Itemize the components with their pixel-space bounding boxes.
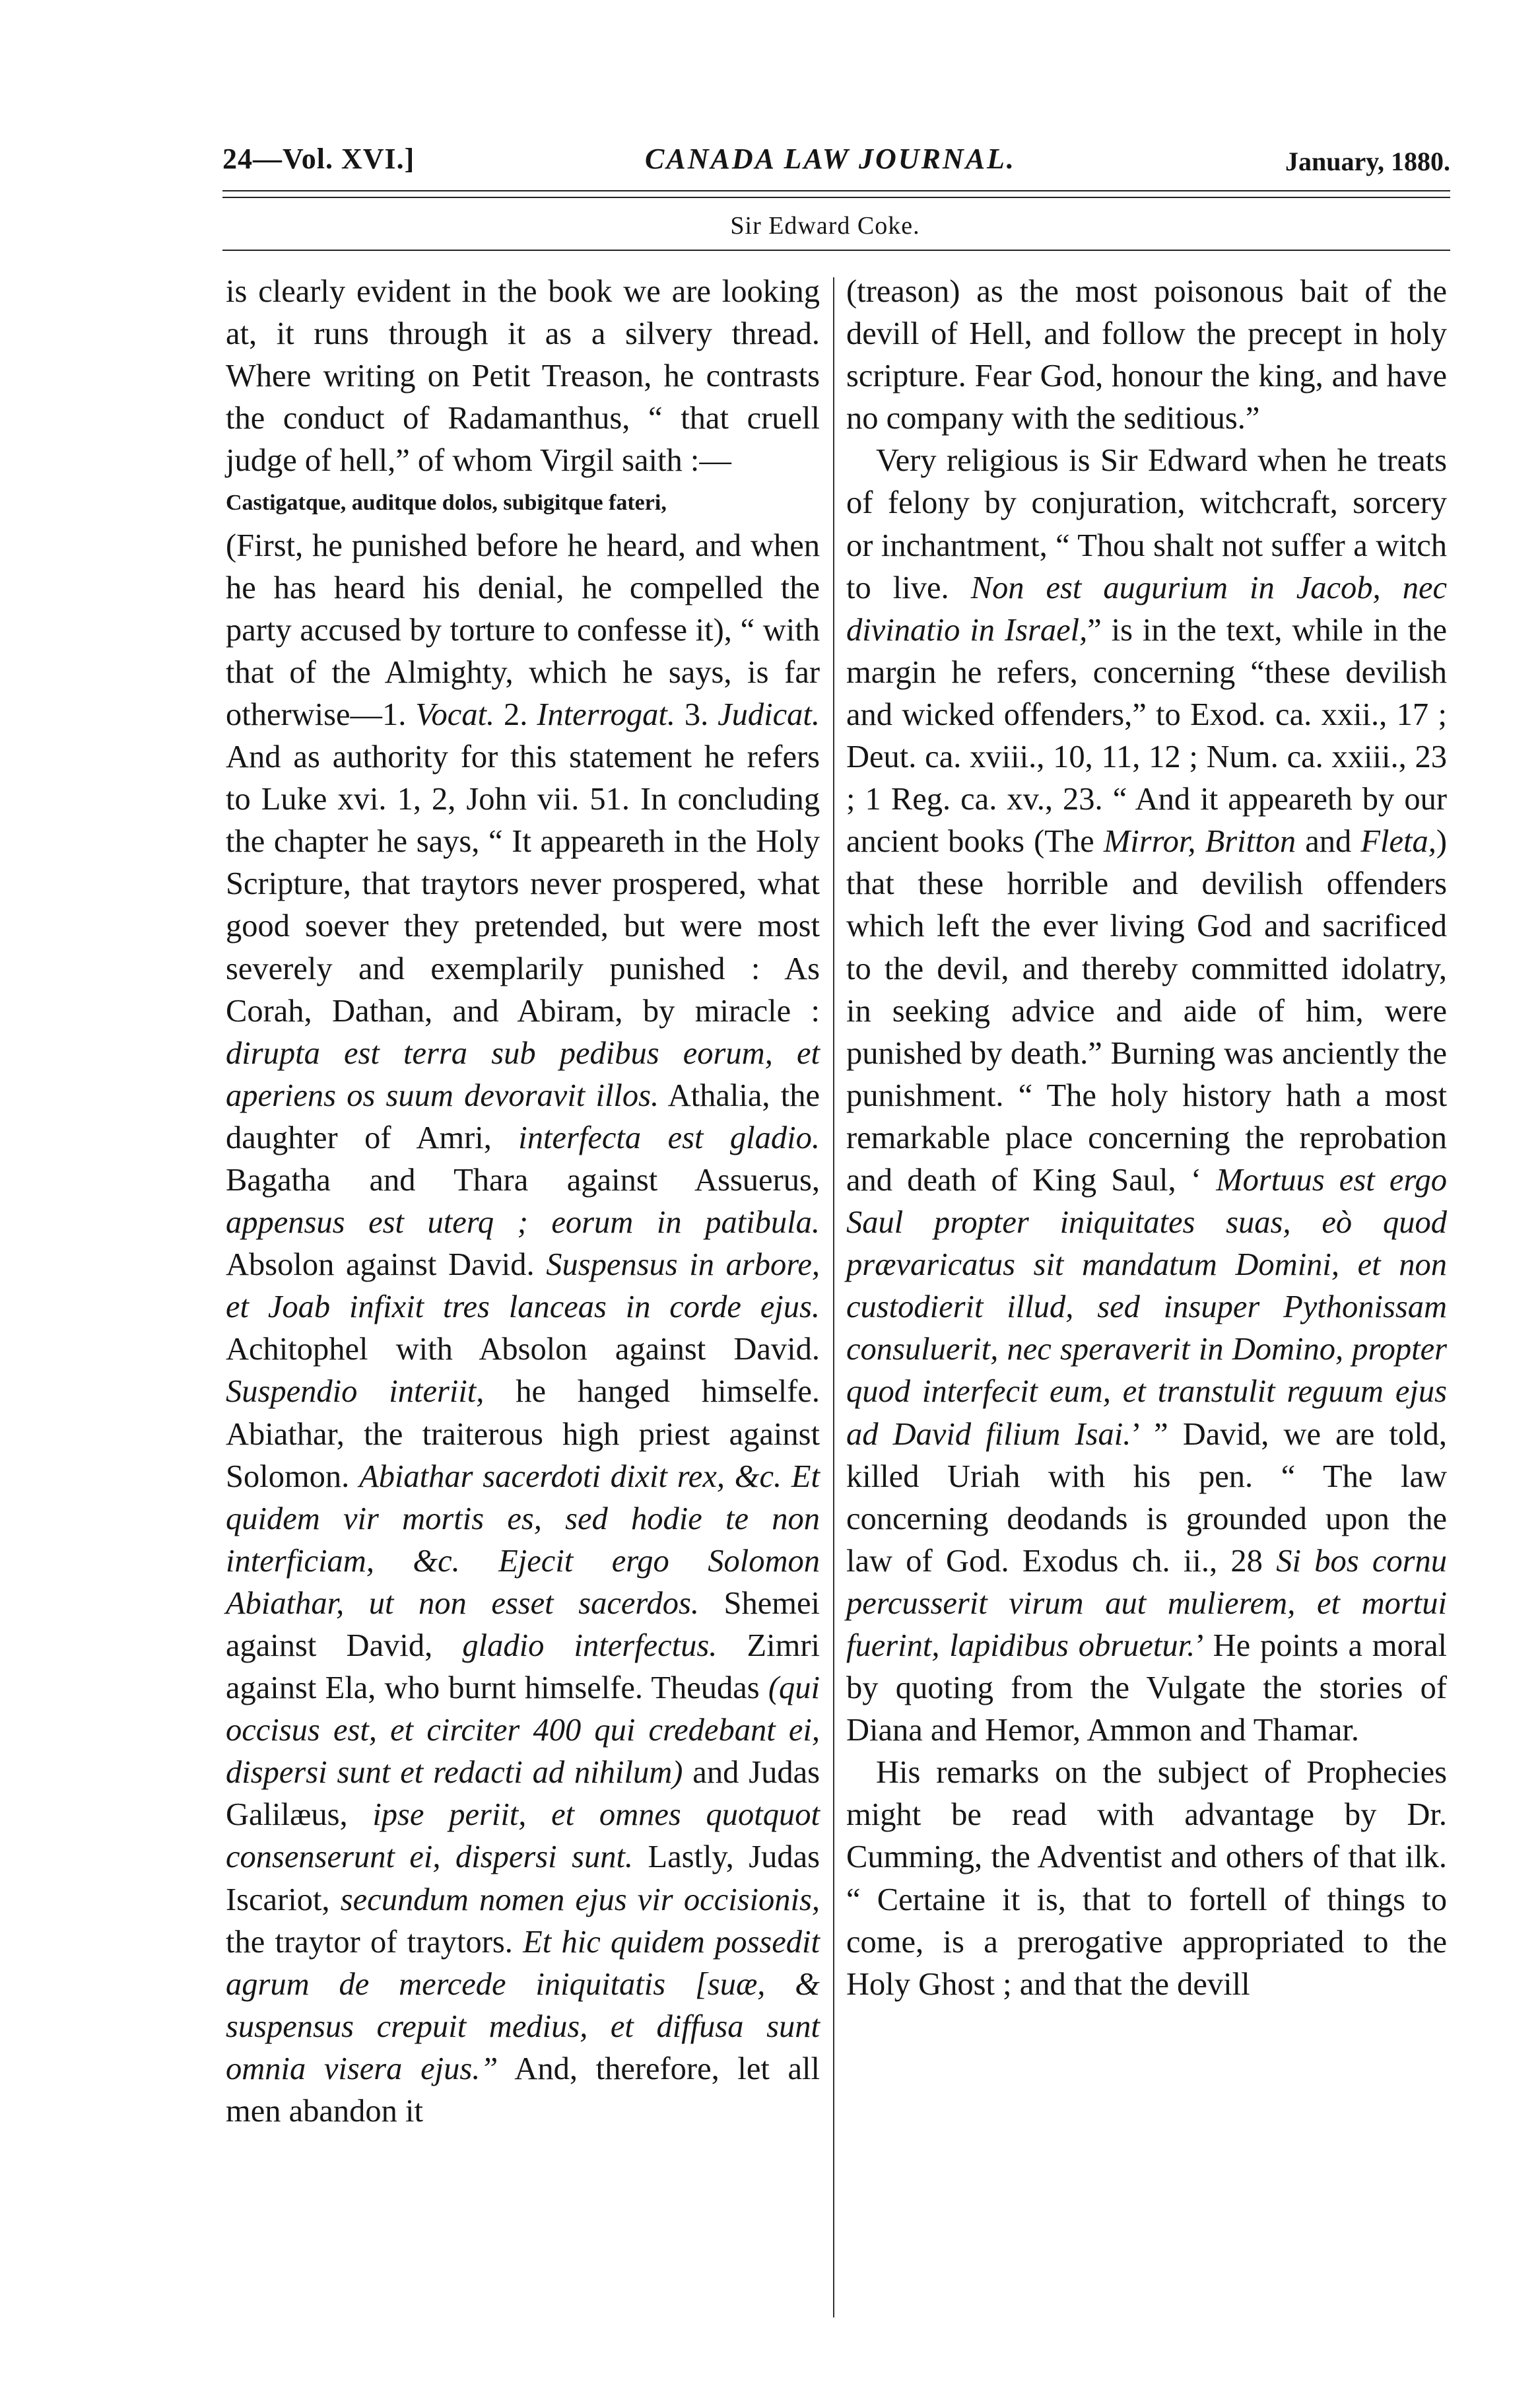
- italic-text: Mirror, Britton: [1103, 824, 1296, 860]
- page-volume: 24—Vol. XVI.]: [222, 143, 415, 175]
- italic-text: Fleta,: [1360, 824, 1436, 860]
- text-run: ’ He points a moral by quoting from the Vulgate the stories of Diana and Hemor, Ammon and Thamar.: [846, 1628, 1447, 1748]
- italic-text: dirupta est terra sub pedibus eorum, et aperiens os suum devoravit illos.: [226, 1035, 820, 1113]
- text-run: (treason) as the most poisonous bait of the devill of Hell, and follow the precept in holy scripture. Fear God, honour the king, and have no company with the seditious.”: [846, 274, 1447, 436]
- article-title: Sir Edward Coke.: [730, 212, 920, 240]
- text-run: the traytor of traytors.: [226, 1924, 523, 1960]
- italic-text: Vocat.: [415, 697, 495, 732]
- italic-text: Interrogat.: [537, 697, 675, 732]
- text-run: Bagatha and Thara against Assuerus,: [226, 1162, 820, 1198]
- header-rule-top: [222, 190, 1450, 191]
- italic-text: Non est augurium in Jacob, nec divinatio in Israel,: [846, 570, 1447, 648]
- text-run: 2.: [494, 697, 537, 732]
- italic-text: Si bos cornu percusserit virum aut mulierem, et mortui fuerint, lapidibus obruetur.: [846, 1543, 1448, 1663]
- text-run: ’ ” David, we are told, killed Uriah with his pen. “ The law concerning deodands is grounded upon the law of God. Exodus ch. ii., 28: [846, 1416, 1448, 1579]
- text-run: And as authority for this statement he refers to Luke xvi. 1, 2, John vii. 51. In concluding the chapter he says, “ It appeareth in the Holy Scripture, that traytors never prospered, what good soever they pretended, but were most severely and exemplarily punished : As Corah, Dathan, and Abiram, by miracle :: [226, 739, 820, 1029]
- italic-text: Mortuus est ergo Saul propter iniquitates suas, eò quod prævaricatus sit mandatum Domini, et non custodierit illud, sed insuper Pythonissam consuluerit, nec speraverit in Domino, propter quod interfecit eum, et transtulit reguum ejus ad David filium Isai.: [846, 1162, 1447, 1452]
- text-run: Zimri against Ela, who burnt himselfe. Theudas: [226, 1628, 820, 1706]
- text-run: Very religious is Sir Edward when he treats of felony by conjuration, witchcraft, sorcery or inchantment, “ Thou shalt not suffer a witch to live.: [846, 443, 1447, 605]
- right-column: [846, 271, 1447, 2006]
- italic-text: ipse periit, et omnes quotquot consenserunt ei, dispersi sunt.: [226, 1797, 820, 1875]
- column-divider: [833, 277, 834, 2317]
- text-run: Lastly, Judas Iscariot,: [226, 1839, 820, 1917]
- text-run: (First, he punished before he heard, and when he has heard his denial, he compelled the party accused by torture to confesse it), “ with that of the Almighty, which he says, is far otherwise—1.: [226, 528, 820, 732]
- issue-date: January, 1880.: [1285, 147, 1450, 176]
- italic-text: Suspensus in arbore, et Joab infixit tres lanceas in corde ejus.: [226, 1247, 820, 1325]
- italic-text: secundum nomen ejus vir occisionis,: [340, 1882, 820, 1917]
- text-run: And, therefore, let all men abandon it: [226, 2051, 820, 2129]
- italic-text: Judicat.: [718, 697, 820, 732]
- text-run: ” is in the text, while in the margin he refers, concerning “these devilish and wicked offenders,” to Exod. ca. xxii., 17 ; Deut. ca. xviii., 10, 11, 12 ; Num. ca. xxiii., 23 ; 1 Reg. ca. xv., 23. “ And it appeareth by our ancient books (The: [846, 612, 1447, 860]
- text-run: and: [1296, 824, 1361, 860]
- italic-text: (qui occisus est, et circiter 400 qui credebant ei, dispersi sunt et redacti ad nihilum): [226, 1670, 820, 1791]
- italic-text: interfecta est gladio.: [518, 1120, 820, 1155]
- text-run: His remarks on the subject of Prophecies might be read with advantage by Dr. Cumming, the Adventist and others of that ilk. “ Certaine it is, that to fortell of things to come, is a prerogative appropriated to the Holy Ghost ; and that the devill: [846, 1755, 1447, 2002]
- journal-title: CANADA LAW JOURNAL.: [645, 143, 1016, 175]
- paragraph: [226, 525, 820, 2133]
- text-run: ) that these horrible and devilish offenders which left the ever living God and sacrificed to the devil, and thereby committed idolatry, in seeking advice and aide of him, were punished by death.” Burning was anciently the punishment. “ The holy history hath a most remarkable place concerning the reprobation and death of King Saul, ‘: [846, 824, 1447, 1198]
- text-run: Shemei against David,: [226, 1585, 820, 1663]
- text-run: Achitophel with Absolon against David.: [226, 1332, 820, 1367]
- paragraph: [846, 1752, 1447, 2006]
- paragraph: [846, 271, 1447, 440]
- italic-text: Et hic quidem possedit agrum de mercede iniquitatis [suæ, & suspensus crepuit medius, et diffusa sunt omnia visera ejus.”: [226, 1924, 820, 2086]
- left-column: [226, 271, 820, 2133]
- italic-text: Suspendio interiit,: [226, 1374, 485, 1410]
- text-run: is clearly evident in the book we are looking at, it runs through it as a silvery thread. Where writing on Petit Treason, he contrasts the conduct of Radamanthus, “ that cruell judge of hell,” of whom Virgil saith :—: [226, 274, 820, 479]
- text-run: 3.: [675, 697, 718, 732]
- paragraph: [846, 440, 1447, 1752]
- running-header: [222, 142, 1450, 182]
- italic-text: appensus est uterq ; eorum in patibula.: [226, 1205, 820, 1241]
- header-rule-bottom: [222, 197, 1450, 198]
- paragraph: [226, 482, 820, 524]
- text-run: and Judas Galilæus,: [226, 1755, 820, 1833]
- italic-text: Abiathar sacerdoti dixit rex, &c. Et quidem vir mortis es, sed hodie te non interficiam, &c. Ejecit ergo Solomon Abiathar, ut non esset sacerdos.: [226, 1458, 820, 1621]
- text-run: Castigatque, auditque dolos, subigitque fateri,: [226, 491, 667, 516]
- paragraph: [226, 271, 820, 482]
- text-run: he hanged himselfe. Abiathar, the traiterous high priest against Solomon.: [226, 1374, 820, 1494]
- text-run: Absolon against David.: [226, 1247, 547, 1283]
- italic-text: gladio interfectus.: [462, 1628, 718, 1663]
- subtitle-rule: [222, 250, 1450, 251]
- text-run: Athalia, the daughter of Amri,: [226, 1078, 820, 1155]
